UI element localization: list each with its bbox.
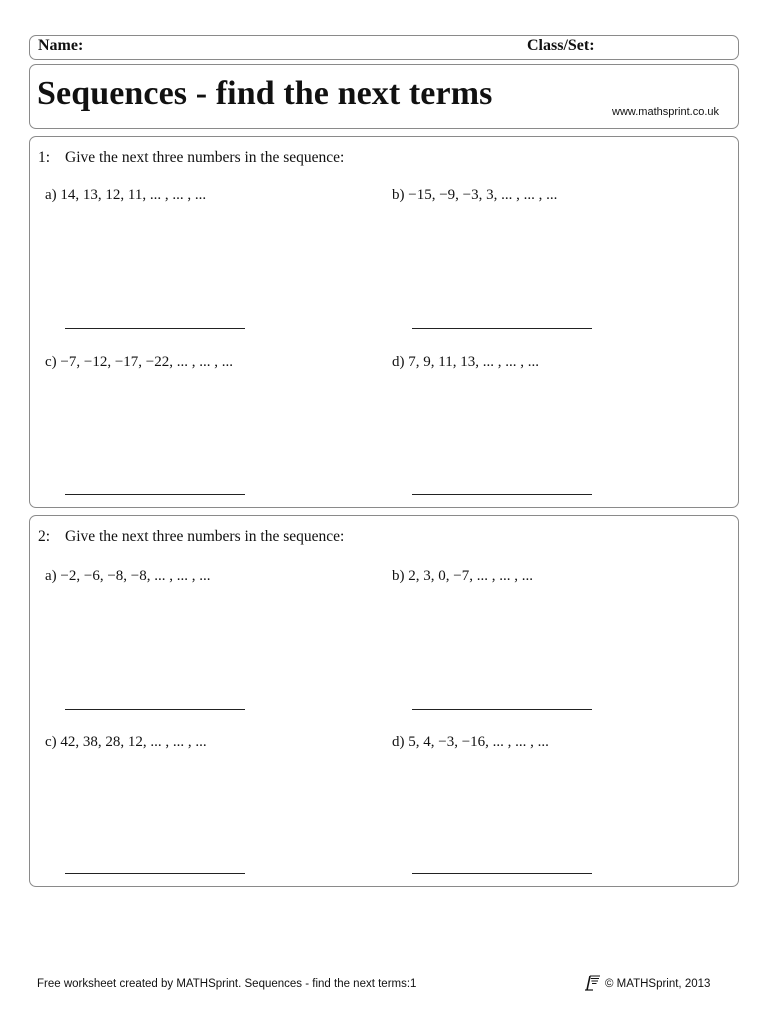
question-1-box — [29, 136, 739, 508]
class-set-label: Class/Set: — [527, 37, 595, 54]
question-1-part-c — [45, 354, 233, 371]
copyright-text: © MATHSprint, 2013 — [605, 978, 711, 990]
question-1-part-a — [45, 187, 206, 204]
mathsprint-logo-icon — [584, 973, 602, 991]
part-letter: d) — [392, 354, 405, 370]
question-2-heading — [38, 528, 344, 546]
answer-line-2a[interactable] — [65, 709, 245, 710]
question-1-part-d — [392, 354, 539, 371]
footer-text: Free worksheet created by MATHSprint. Sequences - find the next terms:1 — [37, 978, 417, 990]
answer-line-1d[interactable] — [412, 494, 592, 495]
part-sequence: −2, −6, −8, −8, ... , ... , ... — [60, 568, 211, 584]
part-sequence: −15, −9, −3, 3, ... , ... , ... — [408, 187, 558, 203]
footer-copyright — [584, 973, 710, 991]
question-1-part-b — [392, 187, 557, 204]
question-2-box — [29, 515, 739, 887]
name-label: Name: — [38, 37, 84, 54]
question-prompt: Give the next three numbers in the sequence: — [65, 528, 345, 545]
part-sequence: 7, 9, 11, 13, ... , ... , ... — [408, 354, 539, 370]
question-2-part-c — [45, 734, 207, 751]
answer-line-1a[interactable] — [65, 328, 245, 329]
part-sequence: 5, 4, −3, −16, ... , ... , ... — [408, 734, 549, 750]
part-letter: b) — [392, 187, 405, 203]
part-letter: a) — [45, 187, 57, 203]
part-sequence: 2, 3, 0, −7, ... , ... , ... — [408, 568, 533, 584]
part-letter: d) — [392, 734, 405, 750]
title-box — [29, 64, 739, 129]
answer-line-1b[interactable] — [412, 328, 592, 329]
part-letter: a) — [45, 568, 57, 584]
name-class-box — [29, 35, 739, 60]
question-number: 2: — [38, 528, 51, 545]
answer-line-2d[interactable] — [412, 873, 592, 874]
answer-line-1c[interactable] — [65, 494, 245, 495]
part-letter: c) — [45, 734, 57, 750]
website-link[interactable]: www.mathsprint.co.uk — [612, 106, 719, 118]
question-2-part-d — [392, 734, 549, 751]
question-2-part-b — [392, 568, 533, 585]
part-letter: c) — [45, 354, 57, 370]
answer-line-2b[interactable] — [412, 709, 592, 710]
part-letter: b) — [392, 568, 405, 584]
question-1-heading — [38, 149, 344, 167]
question-2-part-a — [45, 568, 211, 585]
question-number: 1: — [38, 149, 51, 166]
part-sequence: −7, −12, −17, −22, ... , ... , ... — [60, 354, 233, 370]
worksheet-title: Sequences - find the next terms — [37, 75, 493, 112]
question-prompt: Give the next three numbers in the sequence: — [65, 149, 345, 166]
answer-line-2c[interactable] — [65, 873, 245, 874]
part-sequence: 14, 13, 12, 11, ... , ... , ... — [60, 187, 207, 203]
part-sequence: 42, 38, 28, 12, ... , ... , ... — [60, 734, 207, 750]
